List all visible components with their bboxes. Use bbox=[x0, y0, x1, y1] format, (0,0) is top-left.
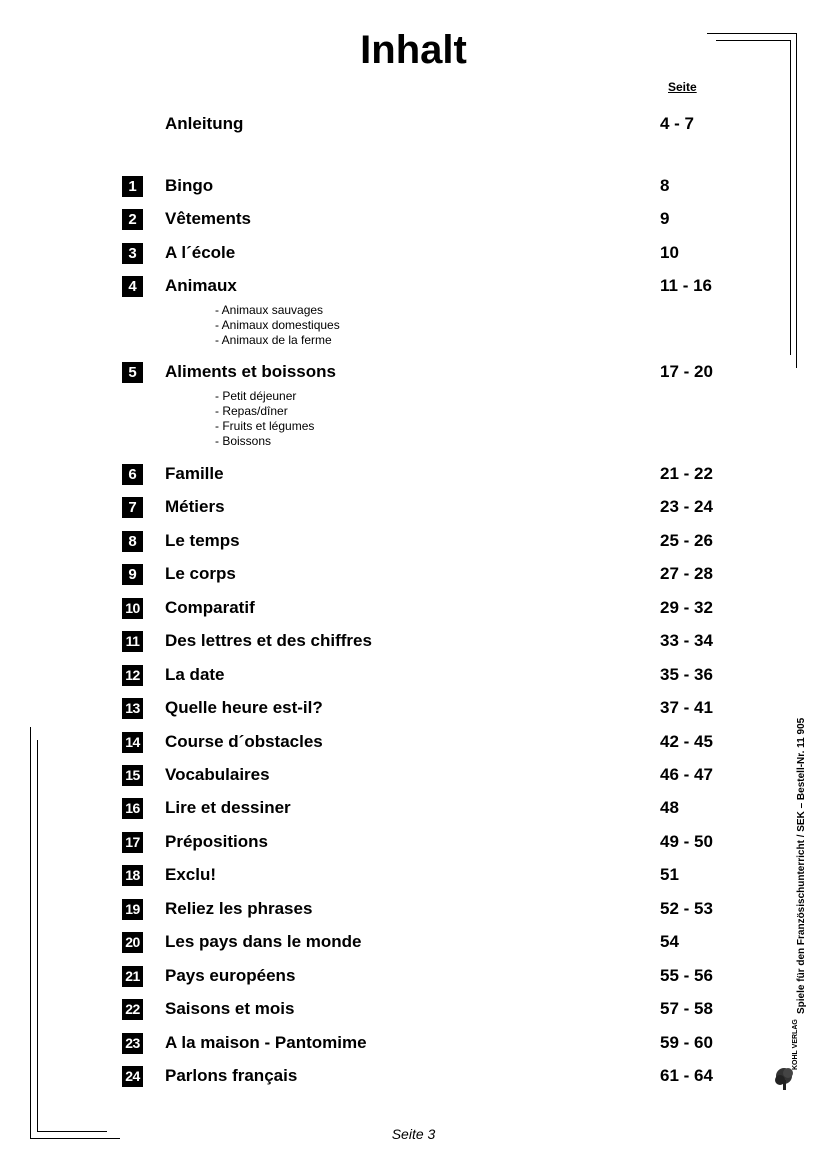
chapter-pages: 48 bbox=[660, 798, 679, 817]
chapter-title: Les pays dans le monde bbox=[165, 932, 362, 951]
chapter-title: Aliments et boissons bbox=[165, 362, 336, 381]
chapter-number-badge: 20 bbox=[122, 932, 143, 953]
chapter-title: Exclu! bbox=[165, 865, 217, 884]
chapter-pages: 57 - 58 bbox=[660, 999, 713, 1018]
chapter-pages: 11 - 16 bbox=[660, 276, 712, 295]
chapter-pages: 17 - 20 bbox=[660, 362, 713, 381]
chapter-number-badge: 8 bbox=[122, 531, 143, 552]
frame-line-top-right-v1 bbox=[796, 33, 797, 368]
chapter-pages: 10 bbox=[660, 243, 679, 262]
chapter-number-badge: 2 bbox=[122, 209, 143, 230]
chapter-title: La date bbox=[165, 665, 225, 684]
chapter-title: Des lettres et des chiffres bbox=[165, 631, 372, 650]
side-order-text: Spiele für den Französischunterricht / SEK – Bestell-Nr. 11 905 bbox=[796, 717, 807, 1014]
chapter-subitem: - Animaux de la ferme bbox=[215, 333, 332, 347]
intro-pages: 4 - 7 bbox=[660, 114, 695, 133]
chapter-number-badge: 10 bbox=[122, 598, 143, 619]
frame-line-top-right-v2 bbox=[790, 40, 791, 355]
chapter-number-badge: 15 bbox=[122, 765, 143, 786]
chapter-subitem: - Animaux sauvages bbox=[215, 303, 324, 317]
chapter-title: Bingo bbox=[165, 176, 214, 195]
chapter-pages: 46 - 47 bbox=[660, 765, 713, 784]
chapter-title: Métiers bbox=[165, 497, 225, 516]
chapter-subitem: - Boissons bbox=[215, 434, 272, 448]
chapter-pages: 42 - 45 bbox=[660, 732, 713, 751]
page-title: Inhalt bbox=[360, 28, 467, 72]
chapter-title: Animaux bbox=[165, 276, 237, 295]
chapter-subitem: - Animaux domestiques bbox=[215, 318, 340, 332]
chapter-number-badge: 9 bbox=[122, 564, 143, 585]
chapter-title: A l´école bbox=[165, 243, 236, 262]
chapter-title: Pays européens bbox=[165, 966, 296, 985]
chapter-number-badge: 22 bbox=[122, 999, 143, 1020]
chapter-number-badge: 24 bbox=[122, 1066, 143, 1087]
page-column-header: Seite bbox=[668, 80, 697, 94]
chapter-number-badge: 12 bbox=[122, 665, 143, 686]
chapter-pages: 49 - 50 bbox=[660, 832, 713, 851]
frame-line-bottom-left-v2 bbox=[37, 740, 38, 1132]
chapter-title: Saisons et mois bbox=[165, 999, 295, 1018]
intro-title: Anleitung bbox=[165, 114, 244, 133]
chapter-title: Vêtements bbox=[165, 209, 251, 228]
chapter-pages: 61 - 64 bbox=[660, 1066, 713, 1085]
chapter-title: Le corps bbox=[165, 564, 236, 583]
chapter-pages: 51 bbox=[660, 865, 679, 884]
chapter-pages: 33 - 34 bbox=[660, 631, 713, 650]
page-footer: Seite 3 bbox=[391, 1126, 436, 1142]
chapter-title: Comparatif bbox=[165, 598, 255, 617]
chapter-number-badge: 18 bbox=[122, 865, 143, 886]
chapter-subitem: - Petit déjeuner bbox=[215, 389, 297, 403]
chapter-pages: 8 bbox=[660, 176, 670, 195]
chapter-pages: 25 - 26 bbox=[660, 531, 713, 550]
chapter-number-badge: 11 bbox=[122, 631, 143, 652]
chapter-number-badge: 19 bbox=[122, 899, 143, 920]
chapter-title: Lire et dessiner bbox=[165, 798, 291, 817]
chapter-title: Vocabulaires bbox=[165, 765, 270, 784]
chapter-number-badge: 1 bbox=[122, 176, 143, 197]
chapter-number-badge: 4 bbox=[122, 276, 143, 297]
chapter-title: Course d´obstacles bbox=[165, 732, 323, 751]
chapter-pages: 21 - 22 bbox=[660, 464, 713, 483]
chapter-pages: 52 - 53 bbox=[660, 899, 713, 918]
chapter-title: Parlons français bbox=[165, 1066, 298, 1085]
frame-line-bottom-left-v1 bbox=[30, 727, 31, 1139]
chapter-pages: 23 - 24 bbox=[660, 497, 713, 516]
chapter-number-badge: 16 bbox=[122, 798, 143, 819]
chapter-number-badge: 7 bbox=[122, 497, 143, 518]
chapter-pages: 9 bbox=[660, 209, 670, 228]
chapter-pages: 54 bbox=[660, 932, 679, 951]
chapter-number-badge: 3 bbox=[122, 243, 143, 264]
chapter-title: A la maison - Pantomime bbox=[165, 1033, 367, 1052]
chapter-subitem: - Fruits et légumes bbox=[215, 419, 315, 433]
chapter-pages: 37 - 41 bbox=[660, 698, 713, 717]
chapter-number-badge: 17 bbox=[122, 832, 143, 853]
chapter-number-badge: 21 bbox=[122, 966, 143, 987]
chapter-subitem: - Repas/dîner bbox=[215, 404, 288, 418]
chapter-number-badge: 23 bbox=[122, 1033, 143, 1054]
chapter-pages: 27 - 28 bbox=[660, 564, 713, 583]
chapter-number-badge: 6 bbox=[122, 464, 143, 485]
chapter-title: Le temps bbox=[165, 531, 240, 550]
chapter-pages: 55 - 56 bbox=[660, 966, 713, 985]
chapter-pages: 29 - 32 bbox=[660, 598, 713, 617]
chapter-title: Reliez les phrases bbox=[165, 899, 313, 918]
chapter-pages: 59 - 60 bbox=[660, 1033, 713, 1052]
chapter-title: Famille bbox=[165, 464, 224, 483]
chapter-number-badge: 5 bbox=[122, 362, 143, 383]
chapter-number-badge: 14 bbox=[122, 732, 143, 753]
chapter-title: Prépositions bbox=[165, 832, 268, 851]
chapter-title: Quelle heure est-il? bbox=[165, 698, 323, 717]
publisher-name: KOHL VERLAG bbox=[792, 1019, 799, 1070]
chapter-pages: 35 - 36 bbox=[660, 665, 713, 684]
chapter-number-badge: 13 bbox=[122, 698, 143, 719]
